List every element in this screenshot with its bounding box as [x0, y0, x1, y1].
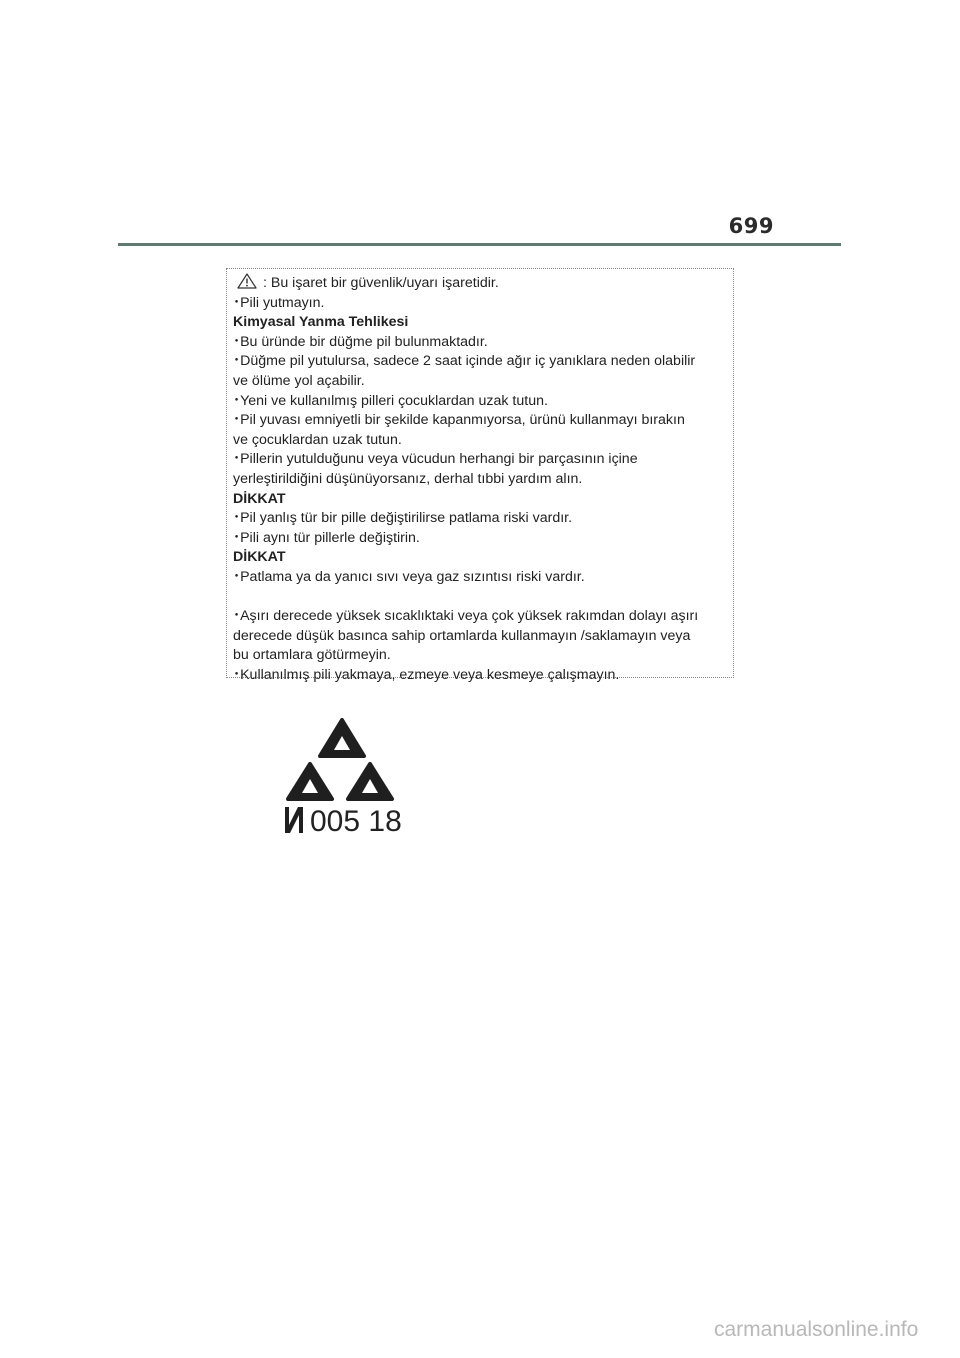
notice-line: ve ölüme yol açabilir. — [233, 372, 365, 389]
notice-line: yerleştirildiğini düşünüyorsanız, derhal tıbbi yardım alın. — [233, 470, 583, 487]
notice-line: ･Pil yuvası emniyetli bir şekilde kapanmıyorsa, ürünü kullanmayı bırakın — [233, 412, 685, 429]
certification-code-number: 005 18 — [310, 805, 402, 838]
notice-line: derecede düşük basınca sahip ortamlarda kullanmayın /saklamayın veya — [233, 627, 691, 644]
page-number: 699 — [728, 214, 774, 238]
notice-line: ･Düğme pil yutulursa, sadece 2 saat içinde ağır iç yanıklara neden olabilir — [233, 353, 696, 370]
notice-line: ･Pili aynı tür pillerle değiştirin. — [233, 529, 420, 546]
notice-line: ･Aşırı derecede yüksek sıcaklıktaki veya çok yüksek rakımdan dolayı aşırı — [233, 608, 699, 625]
notice-line: ･Bu üründe bir düğme pil bulunmaktadır. — [233, 333, 488, 350]
notice-line-text: : Bu işaret bir güvenlik/uyarı işaretidir. — [263, 275, 499, 291]
header-rule — [118, 243, 841, 246]
notice-line: ･Pillerin yutulduğunu veya vücudun herhangi bir parçasının içine — [233, 451, 638, 468]
notice-heading-caution: DİKKAT — [233, 490, 286, 507]
notice-heading-chemical-burn: Kimyasal Yanma Tehlikesi — [233, 314, 409, 331]
watermark: carmanualsonline.info — [714, 1318, 919, 1341]
notice-line: ･Pil yanlış tür bir pille değiştirilirse patlama riski vardır. — [233, 510, 573, 527]
notice-line-warning-legend — [233, 273, 733, 294]
notice-line: ･Kullanılmış pili yakmaya, ezmeye veya kesmeye çalışmayın. — [233, 666, 620, 683]
notice-line: ･Yeni ve kullanılmış pilleri çocuklardan uzak tutun. — [233, 392, 548, 409]
notice-line: bu ortamlara götürmeyin. — [233, 647, 391, 664]
notice-line: ･Pili yutmayın. — [233, 294, 325, 311]
notice-line: ve çocuklardan uzak tutun. — [233, 431, 402, 448]
certification-code — [282, 804, 402, 840]
cyrillic-i-mark-icon — [282, 805, 306, 835]
notice-heading-caution: DİKKAT — [233, 549, 286, 566]
safety-notice-text — [233, 273, 733, 685]
notice-line: ･Patlama ya da yanıcı sıvı veya gaz sızıntısı riski vardır. — [233, 568, 585, 585]
warning-triangle-icon — [237, 273, 257, 289]
notice-spacer — [233, 588, 733, 608]
